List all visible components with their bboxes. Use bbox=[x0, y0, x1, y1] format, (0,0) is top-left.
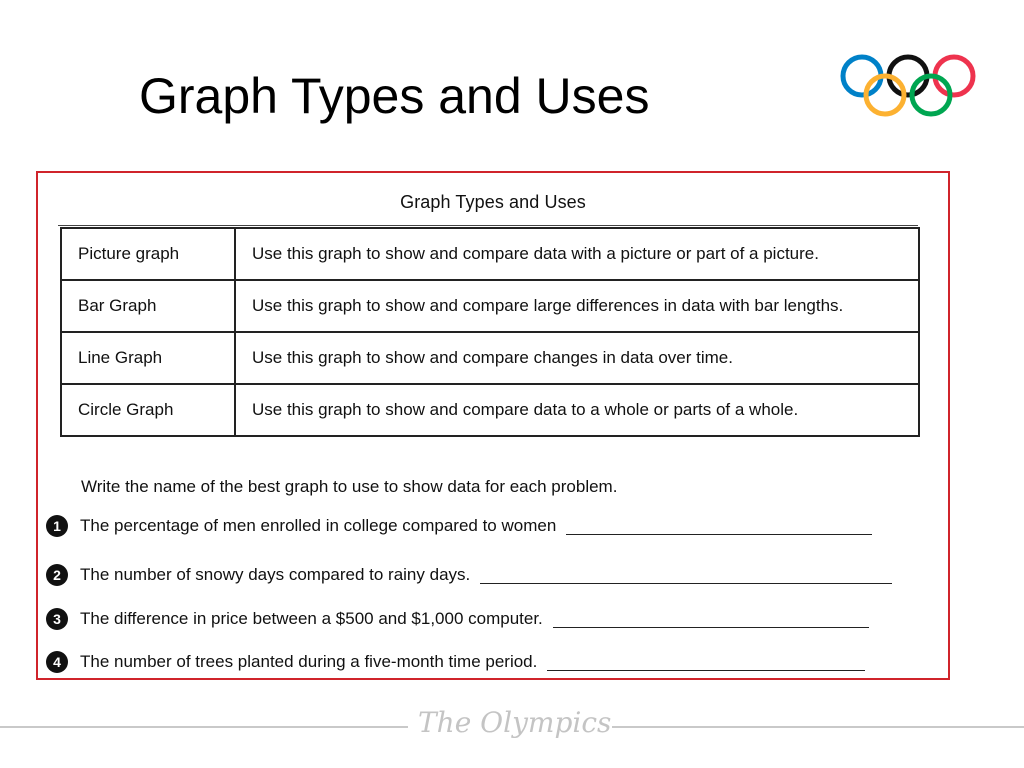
graph-type-use: Use this graph to show and compare data to a whole or parts of a whole. bbox=[235, 384, 919, 436]
problem-text: The number of snowy days compared to rainy days. bbox=[80, 565, 471, 584]
worksheet-title: Graph Types and Uses bbox=[400, 192, 586, 212]
answer-blank[interactable] bbox=[566, 533, 872, 535]
graph-type-use: Use this graph to show and compare data with a picture or part of a picture. bbox=[235, 228, 919, 280]
number-4-icon: 4 bbox=[46, 651, 68, 673]
number-2-icon: 2 bbox=[46, 564, 68, 586]
graph-types-table bbox=[60, 227, 920, 437]
table-row bbox=[61, 228, 919, 280]
instruction-text: Write the name of the best graph to use to show data for each problem. bbox=[81, 477, 618, 496]
answer-blank[interactable] bbox=[547, 669, 865, 671]
worksheet-title-rule bbox=[58, 225, 918, 226]
footer-divider-left bbox=[0, 726, 408, 728]
footer-text: The Olympics bbox=[418, 706, 612, 739]
table-row bbox=[61, 332, 919, 384]
graph-type-name: Line Graph bbox=[61, 332, 235, 384]
worksheet bbox=[36, 171, 950, 680]
olympic-rings-icon bbox=[838, 52, 982, 122]
problem-item bbox=[46, 604, 869, 634]
graph-type-name: Circle Graph bbox=[61, 384, 235, 436]
problem-text: The number of trees planted during a five-month time period. bbox=[80, 652, 538, 671]
graph-type-name: Picture graph bbox=[61, 228, 235, 280]
number-1-icon: 1 bbox=[46, 515, 68, 537]
problem-item bbox=[46, 560, 892, 590]
graph-type-name: Bar Graph bbox=[61, 280, 235, 332]
problem-text: The difference in price between a $500 and $1,000 computer. bbox=[80, 609, 543, 628]
graph-type-use: Use this graph to show and compare large differences in data with bar lengths. bbox=[235, 280, 919, 332]
problem-item bbox=[46, 647, 865, 677]
table-row bbox=[61, 384, 919, 436]
answer-blank[interactable] bbox=[480, 582, 892, 584]
graph-type-use: Use this graph to show and compare changes in data over time. bbox=[235, 332, 919, 384]
footer-divider-right bbox=[612, 726, 1024, 728]
answer-blank[interactable] bbox=[553, 626, 869, 628]
problem-text: The percentage of men enrolled in college compared to women bbox=[80, 516, 557, 535]
number-3-icon: 3 bbox=[46, 608, 68, 630]
slide-title: Graph Types and Uses bbox=[139, 68, 650, 124]
table-row bbox=[61, 280, 919, 332]
problem-item bbox=[46, 511, 872, 541]
